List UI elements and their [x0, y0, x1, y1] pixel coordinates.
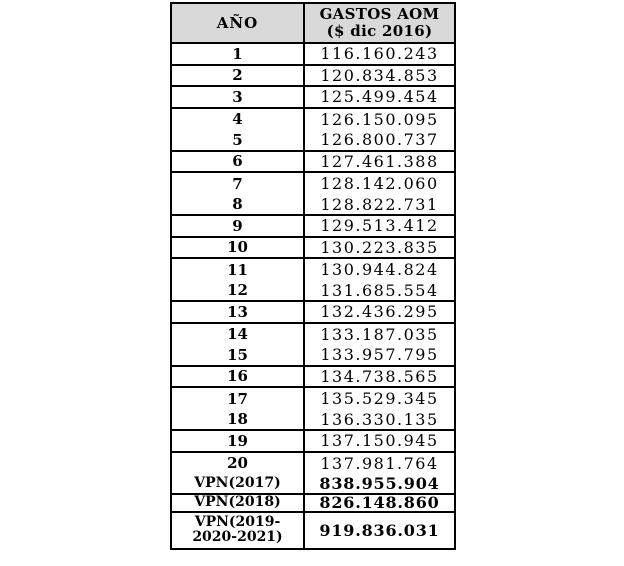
value-cell: 131.685.554: [320, 280, 439, 300]
table-row: [172, 410, 454, 432]
year-cell: 20: [172, 453, 305, 474]
table-row: [172, 259, 454, 281]
table-row: [172, 238, 454, 260]
value-cell: 137.150.945: [320, 431, 439, 451]
year-cell: 17: [172, 388, 305, 410]
year-cell: 8: [172, 195, 305, 215]
table-row: [172, 281, 454, 303]
table-row: [172, 66, 454, 88]
table-row: [172, 87, 454, 109]
year-cell: 19: [172, 431, 305, 451]
year-cell: 15: [172, 345, 305, 365]
year-cell: 11: [172, 259, 305, 281]
table-row: [172, 495, 454, 513]
year-cell: 18: [172, 410, 305, 430]
year-cell: 14: [172, 324, 305, 346]
table-body: [172, 44, 454, 548]
value-cell: 130.944.824: [320, 260, 439, 280]
table-row: [172, 44, 454, 66]
value-cell: 136.330.135: [320, 409, 439, 429]
year-cell: 13: [172, 302, 305, 322]
column-header-gastos-aom: [305, 4, 454, 42]
table-row: [172, 173, 454, 195]
table-row: [172, 345, 454, 367]
table-row: [172, 453, 454, 474]
column-header-gastos-line1: GASTOS AOM: [319, 5, 440, 23]
table-row: [172, 130, 454, 152]
value-cell: 127.461.388: [320, 151, 439, 171]
table-row: [172, 302, 454, 324]
value-cell: 116.160.243: [320, 44, 439, 64]
table-row: [172, 367, 454, 389]
table-row: [172, 431, 454, 453]
table-row: [172, 152, 454, 174]
year-cell: 16: [172, 367, 305, 387]
value-cell: 133.957.795: [320, 345, 439, 365]
value-cell: 129.513.412: [320, 216, 439, 236]
value-cell: 128.822.731: [320, 194, 439, 214]
value-cell: 133.187.035: [320, 324, 439, 344]
column-header-gastos-line2: ($ dic 2016): [326, 22, 433, 40]
year-cell: 4: [172, 109, 305, 131]
value-cell: 126.150.095: [320, 109, 439, 129]
value-cell: 838.955.904: [319, 473, 440, 493]
year-cell: VPN(2019-2020-2021): [172, 513, 305, 548]
value-cell: 128.142.060: [320, 174, 439, 194]
year-cell: 2: [172, 66, 305, 86]
gastos-aom-table: [170, 2, 456, 550]
table-row: [172, 474, 454, 495]
value-cell: 919.836.031: [319, 520, 440, 540]
column-header-ano: AÑO: [172, 4, 305, 42]
value-cell: 134.738.565: [320, 366, 439, 386]
year-cell: 6: [172, 152, 305, 172]
table-row: [172, 388, 454, 410]
value-cell: 132.436.295: [320, 302, 439, 322]
year-cell: VPN(2018): [172, 495, 305, 511]
table-row: [172, 324, 454, 346]
year-cell: 10: [172, 238, 305, 258]
year-cell: 7: [172, 173, 305, 195]
value-cell: 125.499.454: [320, 87, 439, 107]
table-row: [172, 513, 454, 548]
value-cell: 137.981.764: [320, 453, 439, 473]
value-cell: 135.529.345: [320, 389, 439, 409]
year-cell: 1: [172, 44, 305, 64]
year-cell: 9: [172, 216, 305, 236]
year-cell: 5: [172, 130, 305, 150]
table-row: [172, 216, 454, 238]
value-cell: 826.148.860: [319, 494, 440, 511]
year-cell: VPN(2017): [172, 474, 305, 493]
value-cell: 126.800.737: [320, 130, 439, 150]
year-cell: 12: [172, 281, 305, 301]
table-header-row: [172, 4, 454, 44]
value-cell: 120.834.853: [320, 65, 439, 85]
year-cell: 3: [172, 87, 305, 107]
table-row: [172, 195, 454, 217]
table-row: [172, 109, 454, 131]
value-cell: 130.223.835: [320, 237, 439, 257]
